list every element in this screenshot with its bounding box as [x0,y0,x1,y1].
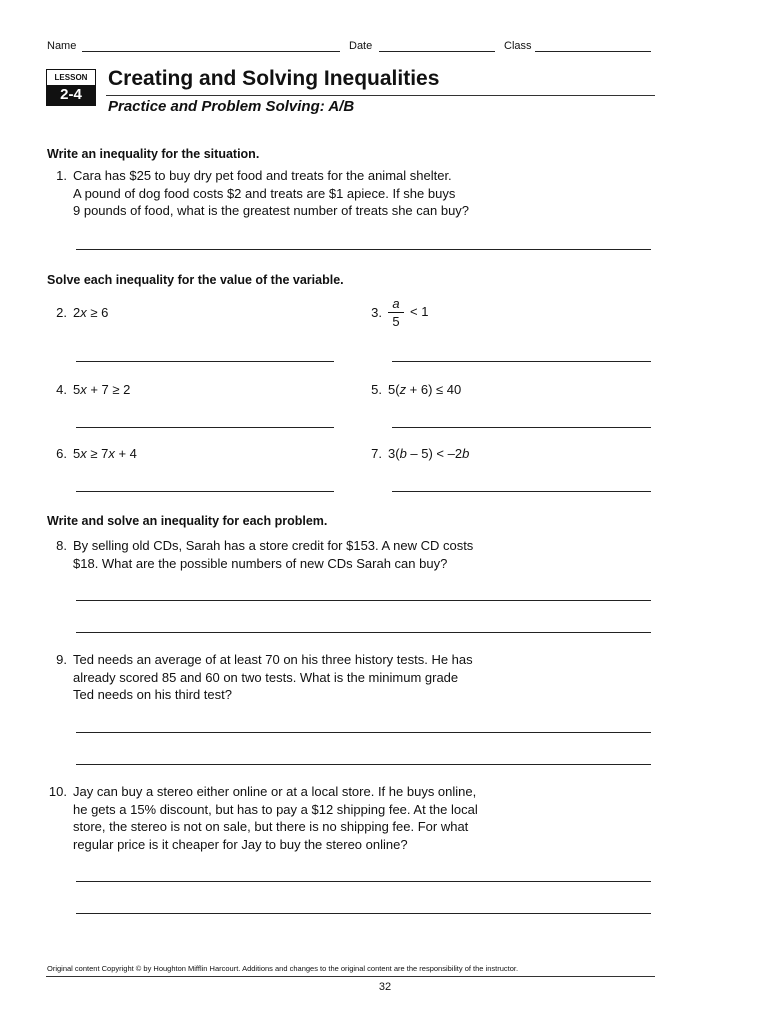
answer-line[interactable] [76,732,651,733]
problem-number: 8. [56,538,67,553]
problem-number: 4. [56,382,67,397]
problem-number: 10. [48,784,67,799]
problem-text-line: Ted needs an average of at least 70 on his three history tests. He has [73,652,473,667]
problem-text-line: store, the stereo is not on sale, but there is no shipping fee. For what [73,819,469,834]
page-title: Creating and Solving Inequalities [108,67,440,90]
answer-line[interactable] [76,361,334,362]
name-field[interactable] [82,51,340,52]
answer-line[interactable] [76,764,651,765]
inequality: 5x + 7 ≥ 2 [73,382,131,397]
problem-text-line: 9 pounds of food, what is the greatest number of treats she can buy? [73,203,470,218]
lesson-badge [46,69,96,106]
footer-divider [46,976,655,977]
problem-number: 5. [371,382,382,397]
problem-number: 1. [56,168,67,183]
problem-number: 9. [56,652,67,667]
answer-line[interactable] [392,361,651,362]
problem-text-line: Jay can buy a stereo either online or at a local store. If he buys online, [73,784,477,799]
lesson-number: 2-4 [47,85,95,105]
answer-line[interactable] [76,249,651,250]
answer-line[interactable] [392,491,651,492]
inequality: 5x ≥ 7x + 4 [73,446,137,461]
answer-line[interactable] [76,600,651,601]
fraction: a 5 [388,296,404,329]
section-heading: Write and solve an inequality for each problem. [47,514,328,528]
answer-line[interactable] [76,913,651,914]
inequality: < 1 [410,304,429,319]
name-label: Name [47,40,77,52]
page-subtitle: Practice and Problem Solving: A/B [108,98,355,115]
problem-number: 7. [371,446,382,461]
date-field[interactable] [379,51,495,52]
copyright-note: Original content Copyright © by Houghton Mifflin Harcourt. Additions and changes to the original content are the responsibility of the instructor. [47,964,519,973]
lesson-label: LESSON [54,73,88,82]
problem-number: 2. [56,305,67,320]
problem-text-line: he gets a 15% discount, but has to pay a $12 shipping fee. At the local [73,801,478,817]
problem-text-line: Ted needs on his third test? [73,687,232,702]
class-field[interactable] [535,51,651,52]
problem-text-line: A pound of dog food costs $2 and treats are $1 apiece. If she buys [73,185,456,201]
answer-line[interactable] [76,427,334,428]
answer-line[interactable] [76,632,651,633]
page-number: 32 [378,981,392,993]
problem-text-line: $18. What are the possible numbers of new CDs Sarah can buy? [73,555,448,571]
answer-line[interactable] [76,491,334,492]
section-heading: Write an inequality for the situation. [47,147,260,161]
problem-number: 6. [56,446,67,461]
problem-text-line: By selling old CDs, Sarah has a store credit for $153. A new CD costs [73,538,474,553]
problem-number: 3. [371,305,382,320]
date-label: Date [349,40,373,52]
problem-text-line: Cara has $25 to buy dry pet food and treats for the animal shelter. [73,168,452,183]
inequality: 3(b – 5) < –2b [388,446,470,461]
class-label: Class [504,40,532,52]
problem-text-line: already scored 85 and 60 on two tests. What is the minimum grade [73,669,459,685]
answer-line[interactable] [392,427,651,428]
problem-text-line: regular price is it cheaper for Jay to buy the stereo online? [73,836,408,852]
title-divider [106,95,655,96]
answer-line[interactable] [76,881,651,882]
inequality: 5(z + 6) ≤ 40 [388,382,462,397]
inequality: 2x ≥ 6 [73,305,109,320]
section-heading: Solve each inequality for the value of the variable. [47,273,344,287]
